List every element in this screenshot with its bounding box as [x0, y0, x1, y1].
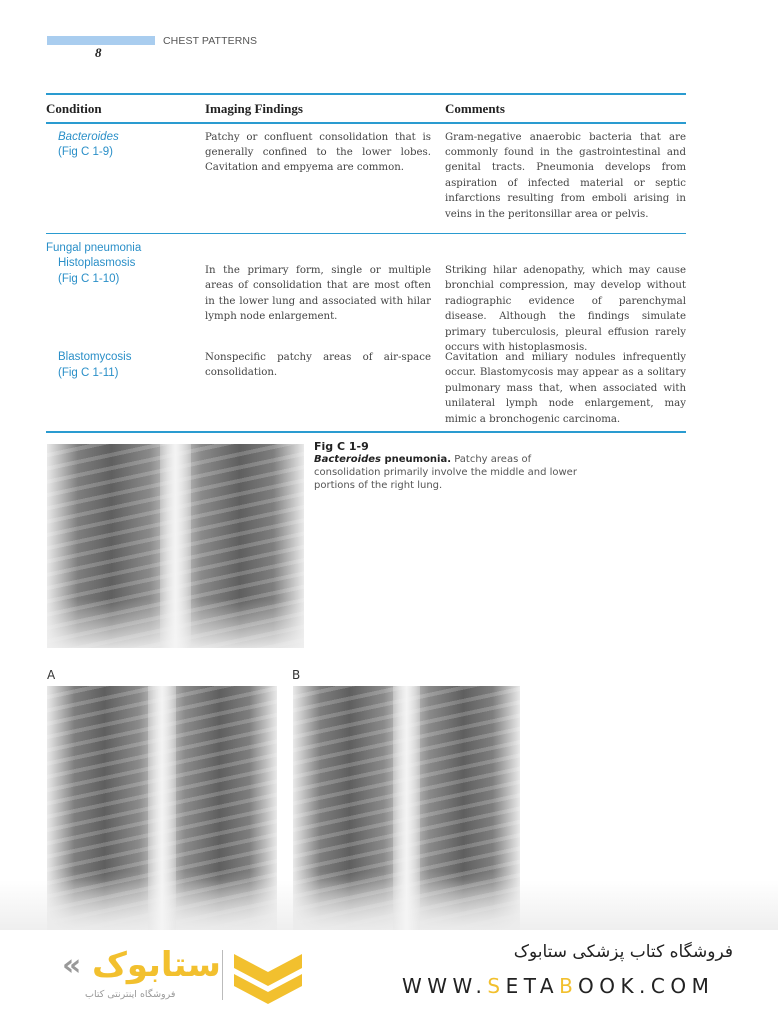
url-highlight: S — [487, 974, 506, 998]
chevron-logo-icon — [234, 950, 302, 1004]
table-header — [46, 95, 686, 122]
xray-image-fig-c-1-9 — [47, 444, 304, 648]
bottom-fade-overlay — [0, 880, 778, 930]
column-header-comments: Comments — [445, 100, 505, 116]
logo-subtitle: فروشگاه اینترنتی کتاب — [85, 989, 176, 1000]
figure-label: Fig C 1-9 — [314, 440, 369, 453]
caption-title-italic: Bacteroides — [314, 454, 381, 465]
condition-cell — [46, 130, 205, 230]
table-row — [46, 124, 686, 230]
condition-name: Blastomycosis — [58, 351, 132, 363]
table-row — [46, 256, 686, 354]
group-label: Fungal pneumonia — [46, 242, 142, 254]
panel-label-b: B — [292, 668, 301, 682]
figure-ref-link[interactable]: (Fig C 1-11) — [58, 366, 119, 379]
imaging-findings-cell: Nonspecific patchy areas of air-space consolidation. — [205, 352, 431, 379]
imaging-findings-cell: In the primary form, single or multiple areas of consolidation that are most often in the lower lung and associated with hilar lymph node enlargement. — [205, 265, 431, 323]
logo-divider — [222, 950, 223, 1000]
caption-text: Patchy areas of consolidation primarily involve the middle and lower portions of the right lung. — [314, 454, 577, 491]
condition-name: Bacteroides — [58, 130, 119, 143]
figure-ref-link[interactable]: (Fig C 1-9) — [58, 146, 113, 158]
conditions-table — [46, 93, 686, 433]
comments-cell: Cavitation and miliary nodules infrequently occur. Blastomycosis may appear as a solitary pulmonary mass that, when associated with unilateral lymph node enlargement, may mimic a bronchogenic carcinoma. — [445, 352, 686, 425]
caption-title: pneumonia. — [380, 454, 452, 465]
comments-cell: Striking hilar adenopathy, which may cause bronchial compression, may develop without radiographic evidence of parenchymal disease. Although the findings simulate primary tuberculosis, pleural effusion rarely occurs with histoplasmosis. — [445, 265, 686, 354]
url-part: ETA — [505, 974, 560, 998]
page-number: 8 — [95, 45, 102, 60]
panel-label-a: A — [47, 668, 56, 682]
store-name: فروشگاه کتاب پزشکی ستابوک — [513, 942, 733, 962]
condition-name: Histoplasmosis — [58, 257, 136, 269]
logo-wordmark: ستابوک — [92, 945, 221, 985]
figure-caption — [314, 440, 594, 492]
url-part: WWW. — [402, 974, 488, 998]
header-color-bar — [47, 36, 155, 45]
url-highlight: B — [559, 974, 578, 998]
condition-cell — [46, 256, 205, 344]
column-header-imaging-findings: Imaging Findings — [205, 100, 303, 116]
column-header-condition: Condition — [46, 100, 102, 116]
figure-ref-link[interactable]: (Fig C 1-10) — [58, 272, 120, 285]
section-title: CHEST PATTERNS — [163, 35, 258, 47]
logo-arrows-icon: « — [62, 948, 82, 983]
url-part: OOK.COM — [577, 974, 715, 998]
table-row — [46, 344, 686, 430]
comments-cell: Gram-negative anaerobic bacteria that are commonly found in the gastrointestinal and genital tracts. Pneumonia develops from aspiration of infected material or septic infarctions resulting from emboli arising in veins in the peritonsillar area or pelvis. — [445, 131, 686, 220]
store-url[interactable] — [402, 974, 714, 998]
table-bottom-rule — [46, 431, 686, 433]
condition-cell — [46, 350, 205, 430]
imaging-findings-cell: Patchy or confluent consolidation that is generally confined to the lower lobes. Cavitation and empyema are common. — [205, 131, 431, 174]
